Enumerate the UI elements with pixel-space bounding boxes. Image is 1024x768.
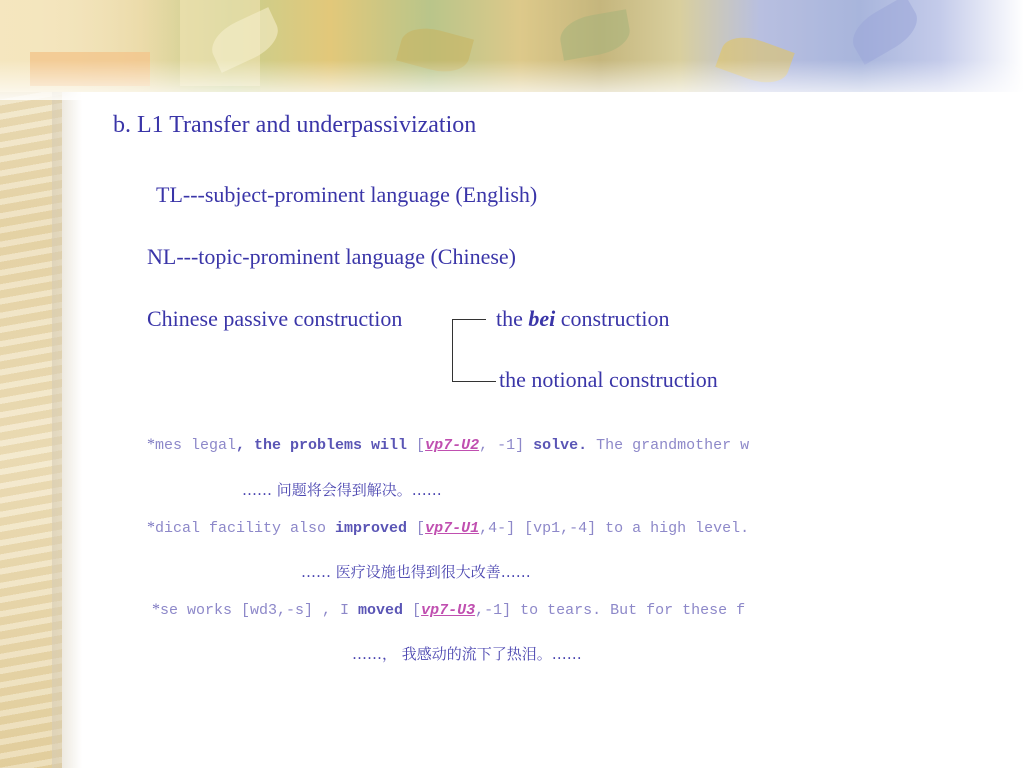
bei-construction-branch: the bei construction	[496, 306, 670, 331]
slide-heading: b. L1 Transfer and underpassivization	[113, 112, 477, 138]
left-shadow	[52, 80, 82, 768]
chinese-passive-line: Chinese passive construction	[147, 306, 403, 331]
banner-fade	[0, 60, 1024, 100]
notional-construction-branch: the notional construction	[499, 367, 718, 392]
concordance-line-1: *mes legal, the problems will [vp7-U2, -1] solve. The grandmother w	[147, 436, 750, 454]
bracket-top-line	[452, 319, 486, 320]
chinese-translation-3: ……， 我感动的流下了热泪。……	[352, 645, 582, 663]
target-language-line: TL---subject-prominent language (English)	[156, 182, 538, 207]
native-language-line: NL---topic-prominent language (Chinese)	[147, 244, 516, 269]
concordance-line-2: *dical facility also improved [vp7-U1,4-] [vp1,-4] to a high level.	[147, 519, 750, 537]
bracket-vertical-line	[452, 319, 453, 381]
bracket-bottom-line	[452, 381, 496, 382]
concordance-line-3: *se works [wd3,-s] , I moved [vp7-U3,-1] to tears. But for these f	[152, 601, 746, 619]
chinese-translation-1: …… 问题将会得到解决。……	[242, 481, 442, 499]
chinese-translation-2: …… 医疗设施也得到很大改善……	[301, 563, 531, 581]
